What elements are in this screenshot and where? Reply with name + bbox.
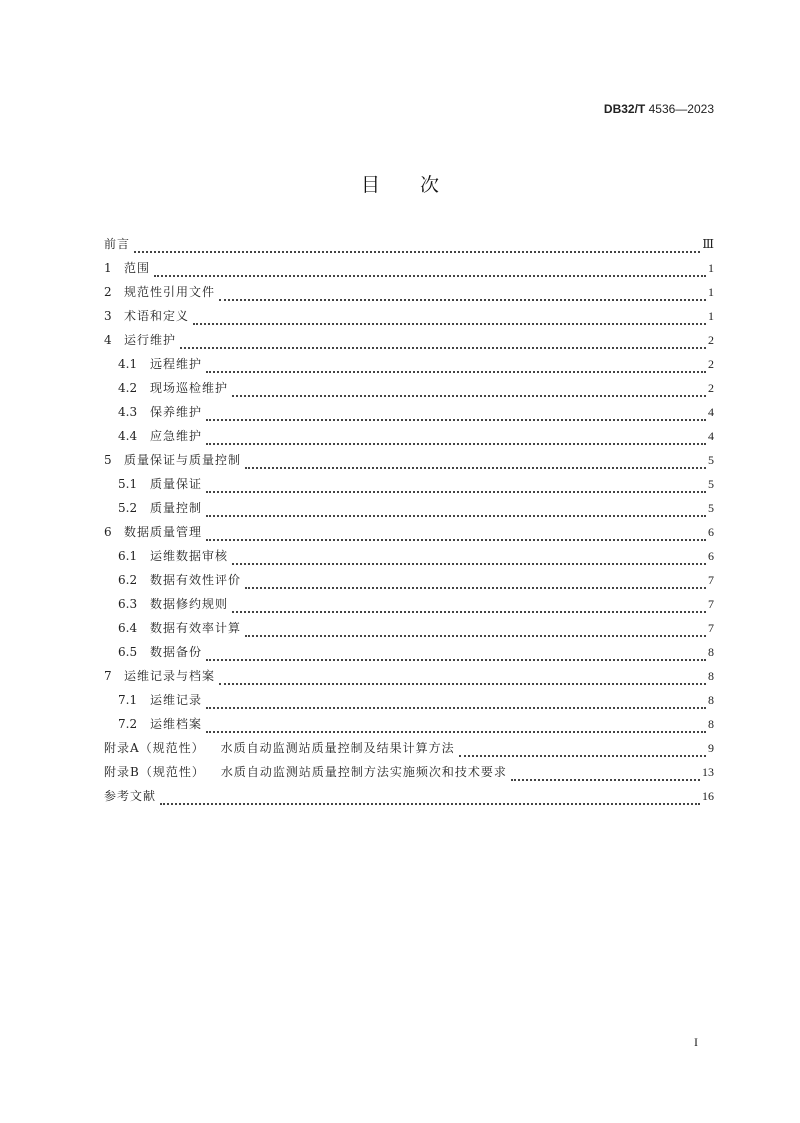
toc-entry-subtitle: 水质自动监测站质量控制方法实施频次和技术要求 (220, 765, 507, 779)
toc-entry-label: 术语和定义 (124, 309, 190, 323)
toc-entry[interactable] (104, 380, 714, 404)
dot-leader (232, 394, 706, 397)
page-number: I (694, 1035, 698, 1049)
toc-entry-page: 13 (702, 765, 714, 779)
toc-entry-label: 数据修约规则 (150, 597, 229, 611)
toc-entry-page: 4 (708, 405, 714, 419)
dot-leader (206, 538, 706, 541)
toc-entry[interactable] (104, 500, 714, 524)
toc-entry-number: 1 (104, 261, 112, 275)
toc-entry-page: 8 (708, 669, 714, 683)
toc-entry[interactable] (104, 692, 714, 716)
toc-entry-label: 参考文献 (104, 789, 157, 803)
toc-entry-label: 现场巡检维护 (150, 381, 229, 395)
dot-leader (232, 562, 706, 565)
toc-entry[interactable] (104, 572, 714, 596)
toc-entry[interactable] (104, 452, 714, 476)
dot-leader (206, 706, 706, 709)
toc-entry[interactable] (104, 788, 714, 812)
dot-leader (206, 442, 706, 445)
toc-entry-number: 7 (104, 669, 112, 683)
toc-entry-label: 运维记录与档案 (124, 669, 216, 683)
toc-entry[interactable] (104, 644, 714, 668)
dot-leader (232, 610, 706, 613)
toc-entry-label: 质量保证 (150, 477, 203, 491)
toc-entry[interactable] (104, 356, 714, 380)
toc-entry-page: 1 (708, 285, 714, 299)
dot-leader (154, 274, 706, 277)
toc-entry-page: 2 (708, 381, 714, 395)
toc-entry[interactable] (104, 668, 714, 692)
toc-entry-label: 数据有效性评价 (150, 573, 242, 587)
toc-entry-page: 4 (708, 429, 714, 443)
standard-code-prefix: DB32/T (603, 102, 646, 116)
toc-entry-number: 5 (104, 453, 112, 467)
toc-entry-page: 2 (708, 357, 714, 371)
toc-entry[interactable] (104, 524, 714, 548)
toc-entry[interactable] (104, 260, 714, 284)
toc-entry-page: 9 (708, 741, 714, 755)
toc-entry-number: 6.5 (118, 645, 138, 659)
toc-entry-number: 6 (104, 525, 112, 539)
dot-leader (193, 322, 706, 325)
toc-entry-label: 运维记录 (150, 693, 203, 707)
dot-leader (206, 514, 706, 517)
toc-entry-page: 1 (708, 309, 714, 323)
toc-entry[interactable] (104, 740, 714, 764)
dot-leader (245, 466, 706, 469)
toc-entry-number: 6.4 (118, 621, 138, 635)
table-of-contents (104, 236, 714, 812)
toc-entry-number: 4 (104, 333, 112, 347)
toc-entry-page: 6 (708, 549, 714, 563)
toc-entry-label: 数据质量管理 (124, 525, 203, 539)
toc-entry[interactable] (104, 548, 714, 572)
toc-entry-number: 2 (104, 285, 112, 299)
toc-entry-label: 远程维护 (150, 357, 203, 371)
toc-entry-number: 7.2 (118, 717, 138, 731)
dot-leader (160, 802, 700, 805)
toc-entry-label: 附录A（规范性） (104, 741, 205, 755)
dot-leader (219, 298, 706, 301)
toc-entry-page: Ⅲ (702, 237, 714, 251)
toc-entry[interactable] (104, 476, 714, 500)
toc-entry-number: 5.1 (118, 477, 138, 491)
toc-entry-page: 16 (702, 789, 714, 803)
dot-leader (245, 586, 706, 589)
toc-entry-page: 7 (708, 621, 714, 635)
toc-entry-number: 6.2 (118, 573, 138, 587)
toc-entry-label: 应急维护 (150, 429, 203, 443)
dot-leader (206, 370, 706, 373)
toc-entry[interactable] (104, 284, 714, 308)
toc-entry[interactable] (104, 236, 714, 260)
dot-leader (206, 418, 706, 421)
toc-entry[interactable] (104, 620, 714, 644)
toc-entry-label: 质量控制 (150, 501, 203, 515)
toc-entry-label: 数据有效率计算 (150, 621, 242, 635)
toc-entry-page: 5 (708, 453, 714, 467)
toc-entry[interactable] (104, 716, 714, 740)
dot-leader (180, 346, 706, 349)
toc-entry-page: 7 (708, 573, 714, 587)
toc-entry-number: 6.1 (118, 549, 138, 563)
toc-entry[interactable] (104, 404, 714, 428)
toc-entry-number: 4.2 (118, 381, 138, 395)
standard-code (604, 102, 714, 116)
toc-entry-number: 7.1 (118, 693, 138, 707)
dot-leader (219, 682, 706, 685)
toc-entry-page: 1 (708, 261, 714, 275)
toc-entry-page: 6 (708, 525, 714, 539)
dot-leader (206, 490, 706, 493)
toc-entry[interactable] (104, 308, 714, 332)
toc-entry-label: 保养维护 (150, 405, 203, 419)
dot-leader (134, 250, 700, 253)
toc-entry-label: 运维数据审核 (150, 549, 229, 563)
dot-leader (206, 730, 706, 733)
toc-entry[interactable] (104, 332, 714, 356)
toc-entry-label: 前言 (104, 237, 131, 251)
toc-entry-page: 8 (708, 717, 714, 731)
toc-entry-page: 7 (708, 597, 714, 611)
toc-entry-label: 质量保证与质量控制 (124, 453, 242, 467)
toc-entry-page: 5 (708, 501, 714, 515)
toc-entry[interactable] (104, 596, 714, 620)
toc-entry-page: 8 (708, 693, 714, 707)
dot-leader (206, 658, 706, 661)
toc-entry-number: 4.3 (118, 405, 138, 419)
toc-entry-label: 运行维护 (124, 333, 177, 347)
page-title: 目次 (360, 174, 479, 196)
toc-entry[interactable] (104, 428, 714, 452)
toc-entry-page: 5 (708, 477, 714, 491)
toc-entry-label: 数据备份 (150, 645, 203, 659)
toc-entry-label: 运维档案 (150, 717, 203, 731)
toc-entry-number: 5.2 (118, 501, 138, 515)
toc-entry-label: 范围 (124, 261, 151, 275)
toc-entry-number: 4.4 (118, 429, 138, 443)
dot-leader (511, 778, 700, 781)
dot-leader (245, 634, 706, 637)
toc-entry-number: 6.3 (118, 597, 138, 611)
standard-code-number: 4536—2023 (645, 102, 714, 116)
toc-entry-label: 规范性引用文件 (124, 285, 216, 299)
toc-entry-page: 2 (708, 333, 714, 347)
toc-entry-label: 附录B（规范性） (104, 765, 205, 779)
toc-entry-subtitle: 水质自动监测站质量控制及结果计算方法 (220, 741, 455, 755)
dot-leader (459, 754, 706, 757)
toc-entry-number: 4.1 (118, 357, 138, 371)
toc-entry-number: 3 (104, 309, 112, 323)
toc-entry-page: 8 (708, 645, 714, 659)
toc-entry[interactable] (104, 764, 714, 788)
